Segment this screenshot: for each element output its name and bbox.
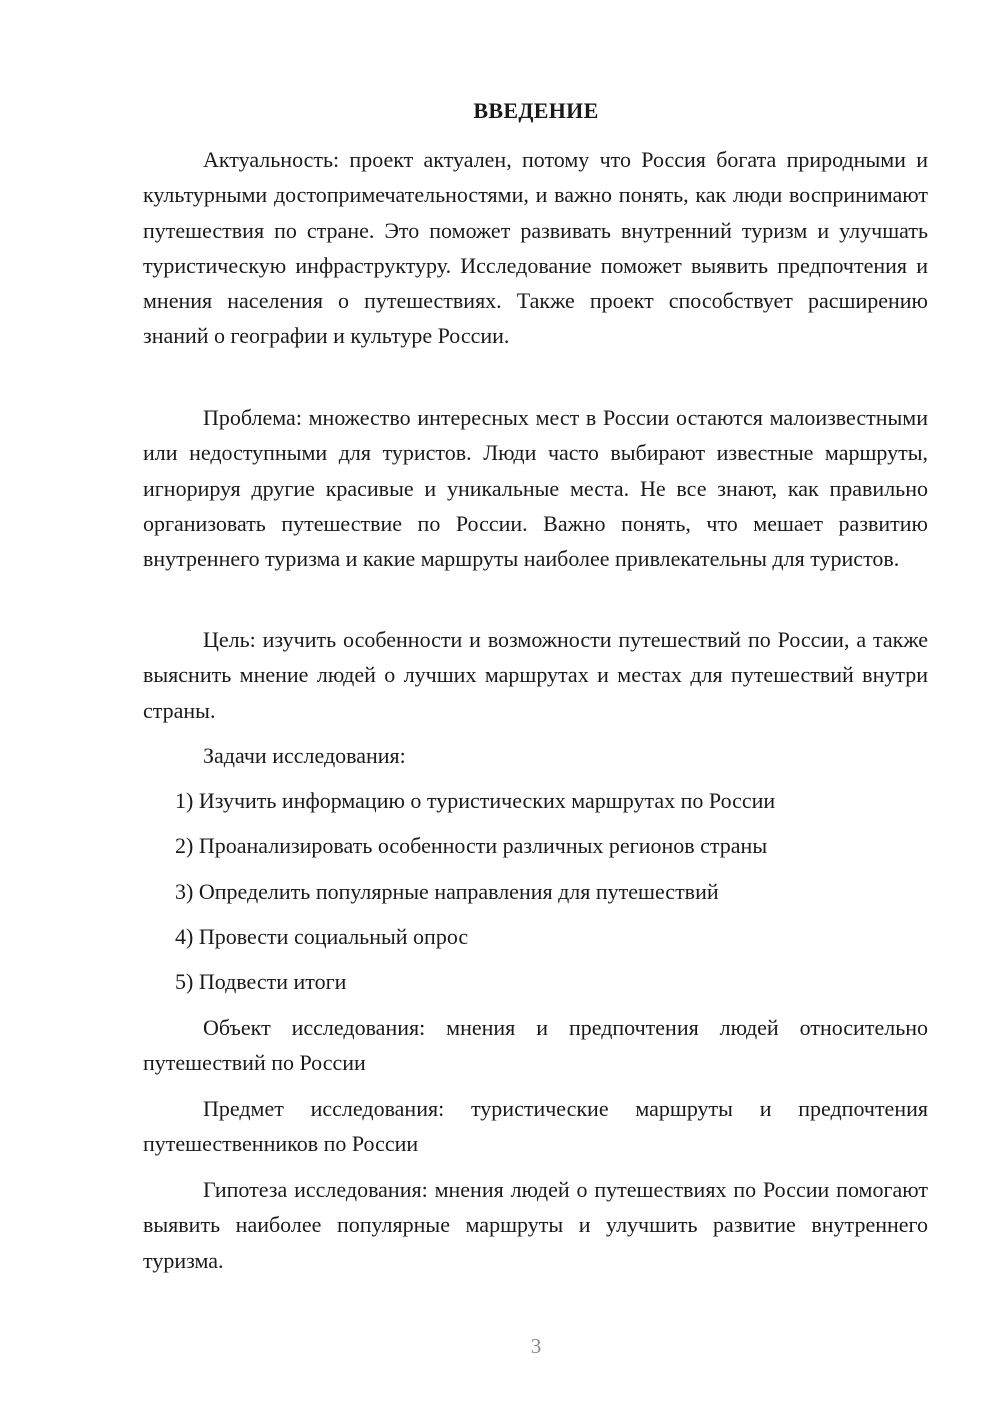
goal-paragraph: Цель: изучить особенности и возможности путешествий по России, а также выяснить мнение людей о лучших маршрутах и местах для путешествий внутри страны. bbox=[143, 627, 928, 723]
task-item-4: 4) Провести социальный опрос bbox=[175, 924, 469, 949]
object-paragraph: Объект исследования: мнения и предпочтения людей относительно путешествий по России bbox=[143, 1015, 928, 1076]
task-item-2: 2) Проанализировать особенности различных регионов страны bbox=[175, 833, 768, 858]
page-number: 3 bbox=[530, 1334, 542, 1358]
problem-paragraph: Проблема: множество интересных мест в России остаются малоизвестными или недоступными для туристов. Люди часто выбирают известные маршруты, игнорируя другие красивые и уникальные места. Не все знают, как правильно организовать путешествие по России. Важно понять, что мешает развитию внутреннего туризма и какие маршруты наиболее привлекательны для туристов. bbox=[143, 405, 928, 572]
relevance-paragraph: Актуальность: проект актуален, потому что Россия богата природными и культурными достопримечательностями, и важно понять, как люди воспринимают путешествия по стране. Это поможет развивать внутренний туризм и улучшать туристическую инфраструктуру. Исследование поможет выявить предпочтения и мнения населения о путешествиях. Также проект способствует расширению знаний о географии и культуре России. bbox=[143, 147, 928, 349]
task-item-5: 5) Подвести итоги bbox=[175, 969, 347, 994]
tasks-heading: Задачи исследования: bbox=[203, 743, 406, 768]
subject-paragraph: Предмет исследования: туристические маршруты и предпочтения путешественников по России bbox=[143, 1096, 928, 1157]
page-title: ВВЕДЕНИЕ bbox=[473, 98, 599, 123]
task-item-1: 1) Изучить информацию о туристических маршрутах по России bbox=[175, 788, 776, 813]
hypothesis-paragraph: Гипотеза исследования: мнения людей о путешествиях по России помогают выявить наиболее популярные маршруты и улучшить развитие внутреннего туризма. bbox=[143, 1177, 928, 1273]
task-item-3: 3) Определить популярные направления для путешествий bbox=[175, 879, 719, 904]
